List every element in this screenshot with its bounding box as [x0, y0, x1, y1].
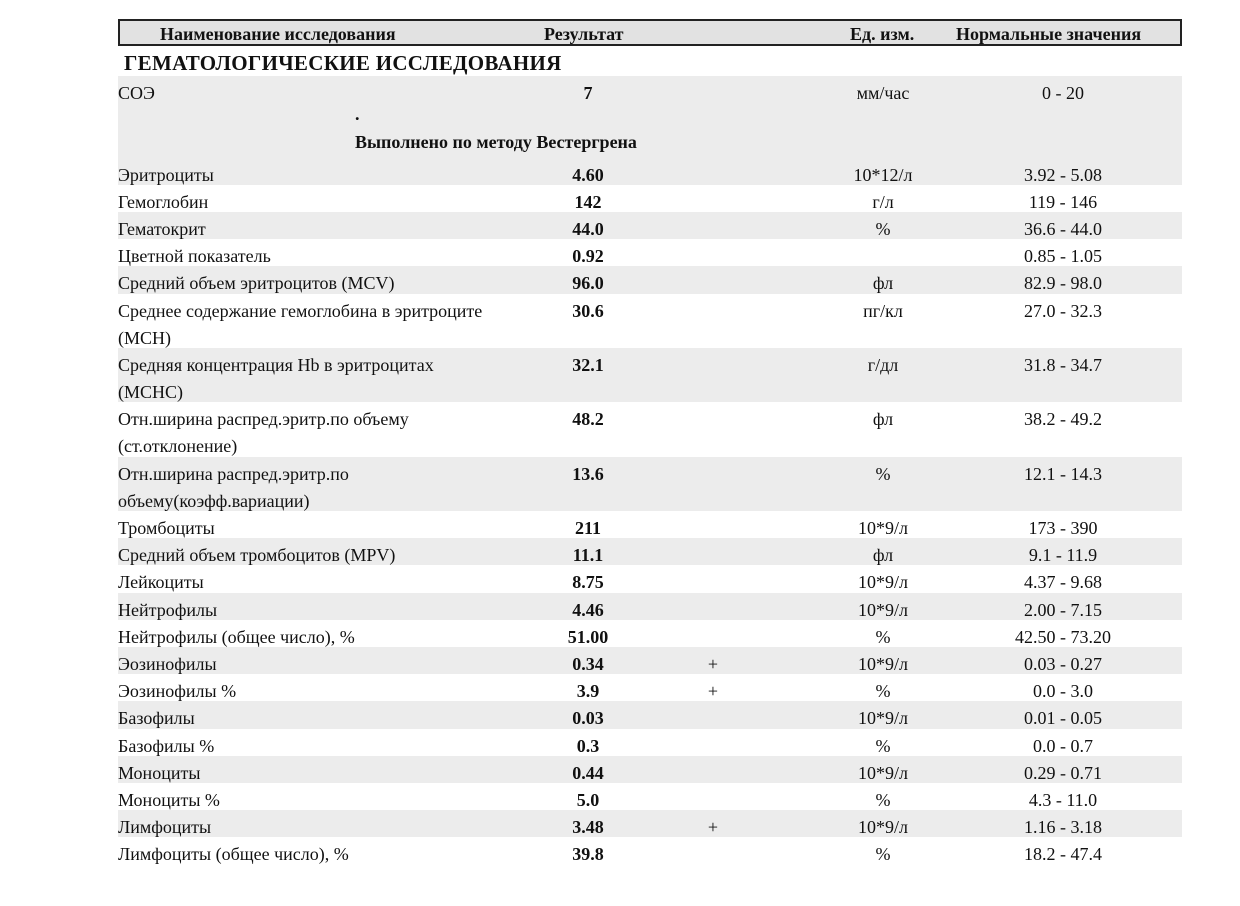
- test-name: Эозинофилы %: [118, 681, 237, 702]
- test-result: 11.1: [572, 545, 604, 566]
- test-norm: 0.0 - 3.0: [1033, 681, 1093, 702]
- test-norm: 36.6 - 44.0: [1024, 218, 1102, 239]
- test-name: Базофилы %: [118, 735, 215, 756]
- test-name: Нейтрофилы (общее число), %: [118, 626, 355, 647]
- test-norm: 4.3 - 11.0: [1028, 789, 1098, 810]
- test-result: 8.75: [572, 572, 604, 593]
- table-row: [118, 348, 1182, 402]
- test-unit: пг/кл: [863, 300, 903, 321]
- table-row-soe: [118, 76, 1182, 158]
- test-norm: 173 - 390: [1028, 518, 1098, 539]
- test-unit: %: [875, 844, 891, 865]
- test-unit: 10*9/л: [858, 599, 908, 620]
- out-of-range-flag: +: [707, 654, 719, 675]
- test-name: Цветной показатель: [118, 246, 271, 267]
- test-result: 13.6: [572, 463, 604, 484]
- results-rows: [118, 158, 1182, 865]
- test-name: Эритроциты: [118, 164, 214, 185]
- test-name: Моноциты: [118, 762, 201, 783]
- out-of-range-flag: +: [707, 817, 719, 838]
- test-unit: %: [875, 681, 891, 702]
- test-name: Моноциты %: [118, 789, 220, 810]
- table-row: [118, 212, 1182, 239]
- test-unit: 10*9/л: [858, 654, 908, 675]
- table-row: [118, 756, 1182, 783]
- test-norm: 12.1 - 14.3: [1024, 463, 1102, 484]
- table-header: [118, 19, 1182, 46]
- test-name: Средняя концентрация Hb в эритроцитах (MCHC): [118, 354, 434, 402]
- test-name: Гематокрит: [118, 218, 206, 239]
- table-row: [118, 674, 1182, 701]
- table-row: [118, 511, 1182, 538]
- test-name: Отн.ширина распред.эритр.по объему (ст.отклонение): [118, 409, 409, 457]
- test-norm: 0 - 20: [1042, 83, 1084, 103]
- test-name: Среднее содержание гемоглобина в эритроците (MCH): [118, 300, 483, 348]
- test-result: 0.44: [572, 762, 604, 783]
- header-unit: Ед. изм.: [850, 24, 915, 44]
- test-unit: %: [875, 218, 891, 239]
- table-row: [118, 457, 1182, 511]
- test-result: 3.48: [572, 817, 604, 838]
- table-row: [118, 239, 1182, 266]
- test-unit: 10*9/л: [858, 762, 908, 783]
- test-name: Эозинофилы: [118, 654, 217, 675]
- test-result: 5.0: [576, 789, 600, 810]
- test-norm: 82.9 - 98.0: [1024, 273, 1102, 294]
- test-unit: 10*9/л: [858, 708, 908, 729]
- header-name: Наименование исследования: [160, 24, 396, 44]
- table-row: [118, 158, 1182, 185]
- test-result: 4.60: [572, 164, 604, 185]
- header-norm: Нормальные значения: [956, 24, 1142, 44]
- table-row: [118, 266, 1182, 293]
- test-name: Лимфоциты (общее число), %: [118, 844, 349, 865]
- test-result: 7: [583, 83, 593, 103]
- results-table: [118, 76, 1182, 865]
- test-norm: 38.2 - 49.2: [1024, 409, 1102, 430]
- test-name: Гемоглобин: [118, 191, 209, 212]
- test-norm: 3.92 - 5.08: [1024, 164, 1102, 185]
- method-note: Выполнено по методу Вестергрена: [355, 132, 637, 152]
- test-norm: 18.2 - 47.4: [1024, 844, 1102, 865]
- table-row: [118, 593, 1182, 620]
- test-unit: %: [875, 626, 891, 647]
- table-row: [118, 565, 1182, 592]
- test-result: 211: [574, 518, 601, 539]
- test-name: Средний объем эритроцитов (MCV): [118, 273, 395, 294]
- test-unit: фл: [872, 545, 894, 566]
- test-result: 0.03: [572, 708, 604, 729]
- test-norm: 31.8 - 34.7: [1024, 354, 1102, 375]
- test-result: 0.92: [572, 246, 604, 267]
- table-row: [118, 837, 1182, 864]
- test-result: 142: [574, 191, 602, 212]
- test-norm: 9.1 - 11.9: [1028, 545, 1098, 566]
- test-result: 0.3: [576, 735, 600, 756]
- test-norm: 2.00 - 7.15: [1024, 599, 1102, 620]
- test-norm: 0.03 - 0.27: [1024, 654, 1102, 675]
- test-unit: мм/час: [856, 83, 910, 103]
- test-unit: фл: [872, 273, 894, 294]
- test-result: 4.46: [572, 599, 604, 620]
- test-result: 44.0: [572, 218, 604, 239]
- test-norm: 119 - 146: [1028, 191, 1098, 212]
- test-unit: 10*12/л: [853, 164, 913, 185]
- out-of-range-flag: +: [707, 681, 719, 702]
- test-unit: фл: [872, 409, 894, 430]
- test-result: 30.6: [572, 300, 604, 321]
- test-result: 0.34: [572, 654, 604, 675]
- test-unit: г/л: [872, 191, 894, 212]
- table-row: [118, 729, 1182, 756]
- test-name: Нейтрофилы: [118, 599, 218, 620]
- test-norm: 42.50 - 73.20: [1015, 626, 1111, 647]
- test-result: 32.1: [572, 354, 604, 375]
- table-row: [118, 647, 1182, 674]
- test-norm: 4.37 - 9.68: [1024, 572, 1102, 593]
- table-row: [118, 701, 1182, 728]
- section-title: ГЕМАТОЛОГИЧЕСКИЕ ИССЛЕДОВАНИЯ: [124, 51, 562, 75]
- test-norm: 0.0 - 0.7: [1033, 735, 1093, 756]
- test-unit: %: [875, 463, 891, 484]
- test-unit: 10*9/л: [858, 817, 908, 838]
- test-unit: %: [875, 735, 891, 756]
- test-norm: 1.16 - 3.18: [1024, 817, 1102, 838]
- test-name: Базофилы: [118, 708, 195, 729]
- test-unit: г/дл: [867, 354, 899, 375]
- test-norm: 0.85 - 1.05: [1024, 246, 1102, 267]
- test-norm: 0.29 - 0.71: [1024, 762, 1102, 783]
- method-dot: .: [355, 104, 360, 124]
- test-name: Тромбоциты: [118, 518, 215, 539]
- test-norm: 0.01 - 0.05: [1024, 708, 1102, 729]
- lab-report: [118, 19, 1182, 865]
- table-row: [118, 810, 1182, 837]
- test-result: 51.00: [567, 626, 609, 647]
- test-name: СОЭ: [118, 83, 155, 103]
- test-norm: 27.0 - 32.3: [1024, 300, 1102, 321]
- test-name: Лейкоциты: [118, 572, 204, 593]
- table-row: [118, 783, 1182, 810]
- table-row: [118, 294, 1182, 348]
- test-name: Отн.ширина распред.эритр.по объему(коэфф.вариации): [118, 463, 349, 511]
- table-row: [118, 538, 1182, 565]
- test-result: 48.2: [572, 409, 604, 430]
- table-row: [118, 402, 1182, 456]
- header-result: Результат: [544, 24, 624, 44]
- test-unit: 10*9/л: [858, 518, 908, 539]
- test-result: 3.9: [576, 681, 600, 702]
- test-result: 96.0: [572, 273, 604, 294]
- test-name: Лимфоциты: [118, 817, 212, 838]
- test-name: Средний объем тромбоцитов (MPV): [118, 545, 396, 566]
- table-row: [118, 185, 1182, 212]
- test-unit: 10*9/л: [858, 572, 908, 593]
- test-result: 39.8: [572, 844, 604, 865]
- test-unit: %: [875, 789, 891, 810]
- table-row: [118, 620, 1182, 647]
